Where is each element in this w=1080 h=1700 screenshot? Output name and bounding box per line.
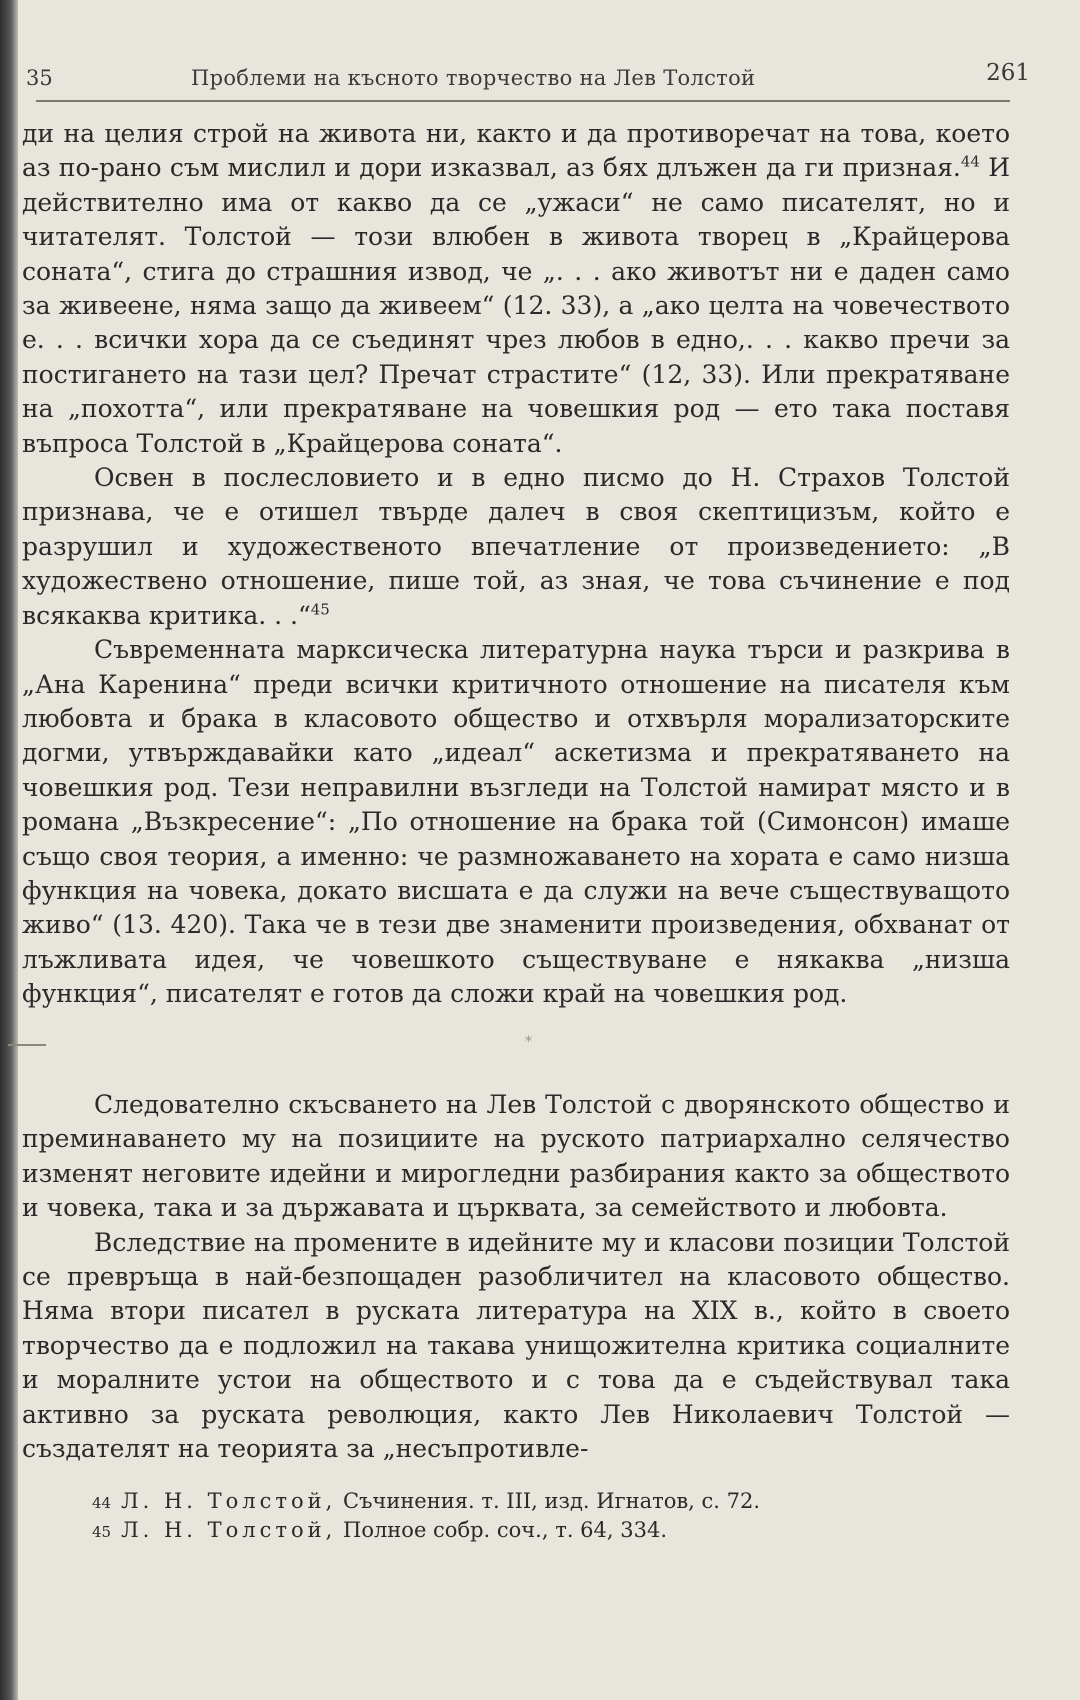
section-break-mark: * (525, 1034, 532, 1050)
paragraph-text: Освен в послесловието и в едно писмо до Н. Страхов Толстой признава, че е отишел твърде далеч в своя скептицизъм, който е разрушил и художественото впечатление от произведението: „В художествено отношение, пише той, аз зная, че това съчинение е под всякаква критика. . .“ (22, 463, 1010, 630)
page-number-left: 35 (26, 66, 53, 90)
footnote-ref: 45 (310, 600, 330, 619)
footnote-number: 45 (92, 1523, 112, 1541)
paragraph-text: ди на целия строй на живота ни, както и да противоречат на това, което аз по-рано съм мислил и дори изказвал, аз бях длъжен да ги призная. (22, 119, 1010, 183)
header-rule (36, 100, 1010, 102)
paragraph (22, 117, 1010, 461)
paragraph: Вследствие на промените в идейните му и класови позиции Толстой се превръща в най-безпощаден разобличител на класовото общество. Няма втори писател в руската литература на XIX в., който в своето творчество да е подложил на такава унищожителна критика социалните и моралните устои на обществото и с това да е съдействувал така активно за руската революция, както Лев Николаевич Толстой — създателят на теорията за „несъпротивле- (22, 1227, 1010, 1464)
footnote-author: Л. Н. Толстой, (121, 1489, 337, 1513)
main-text (22, 117, 1010, 1012)
paragraph: Съвременната марксическа литературна наука търси и разкрива в „Ана Каренина“ преди всички критичното отношение на писателя към любовта и брака в класовото общество и отхвърля морализаторските догми, утвърждавайки като „идеал“ аскетизма и прекратяването на човешкия род. Тези неправилни възгледи на Толстой намират място и в романа „Възкресение“: „По отношение на брака той (Симонсон) имаше също своя теория, а именно: че размножаването на хората е само низша функция на човека, докато висшата е да служи на вече съществуващото живо“ (13. 420). Така че в тези две знаменити произведения, обхванат от лъжливата идея, че човешкото съществуване е някаква „низша функция“, писателят е готов да сложи край на човешкия род. (22, 635, 1010, 1009)
footnote (92, 1517, 992, 1546)
paragraph (22, 461, 1010, 633)
footnote-author: Л. Н. Толстой, (121, 1518, 337, 1542)
paragraph-text: И действително има от какво да се „ужаси“ не само писателят, но и читателят. Толстой — този влюбен в живота творец в „Крайцерова соната“, стига до страшния извод, че „. . . ако животът ни е даден само за живеене, няма защо да живеем“ (12. 33), а „ако целта на човечеството е. . . всички хора да се съединят чрез любов в едно,. . . какво пречи за постигането на тази цел? Пречат страстите“ (12, 33). Или прекратяване на „похотта“, или прекратяване на човешкия род — ето така поставя въпроса Толстой в „Крайцерова соната“. (22, 153, 1011, 458)
footnote-number: 44 (92, 1494, 112, 1512)
running-head (26, 58, 1030, 98)
main-text-continued (22, 1088, 1010, 1466)
page-number: 261 (986, 60, 1030, 86)
section-break (0, 1006, 1080, 1076)
running-title: Проблеми на късното творчество на Лев Толстой (191, 66, 756, 90)
footnote-text: Полное собр. соч., т. 64, 334. (336, 1518, 667, 1542)
footnote-text: Съчинения. т. III, изд. Игнатов, с. 72. (336, 1489, 761, 1513)
paragraph: Следователно скъсването на Лев Толстой с дворянското общество и преминаването му на позициите на руското патриархално селячество изменят неговите идейни и мирогледни разбирания както за обществото и човека, така и за държавата и църквата, за семейството и любовта. (22, 1090, 1010, 1223)
footnote-ref: 44 (960, 153, 980, 172)
footnote (92, 1488, 992, 1517)
footnotes (92, 1488, 992, 1546)
ink-speck (8, 1044, 46, 1046)
binding-shadow (0, 0, 18, 1700)
